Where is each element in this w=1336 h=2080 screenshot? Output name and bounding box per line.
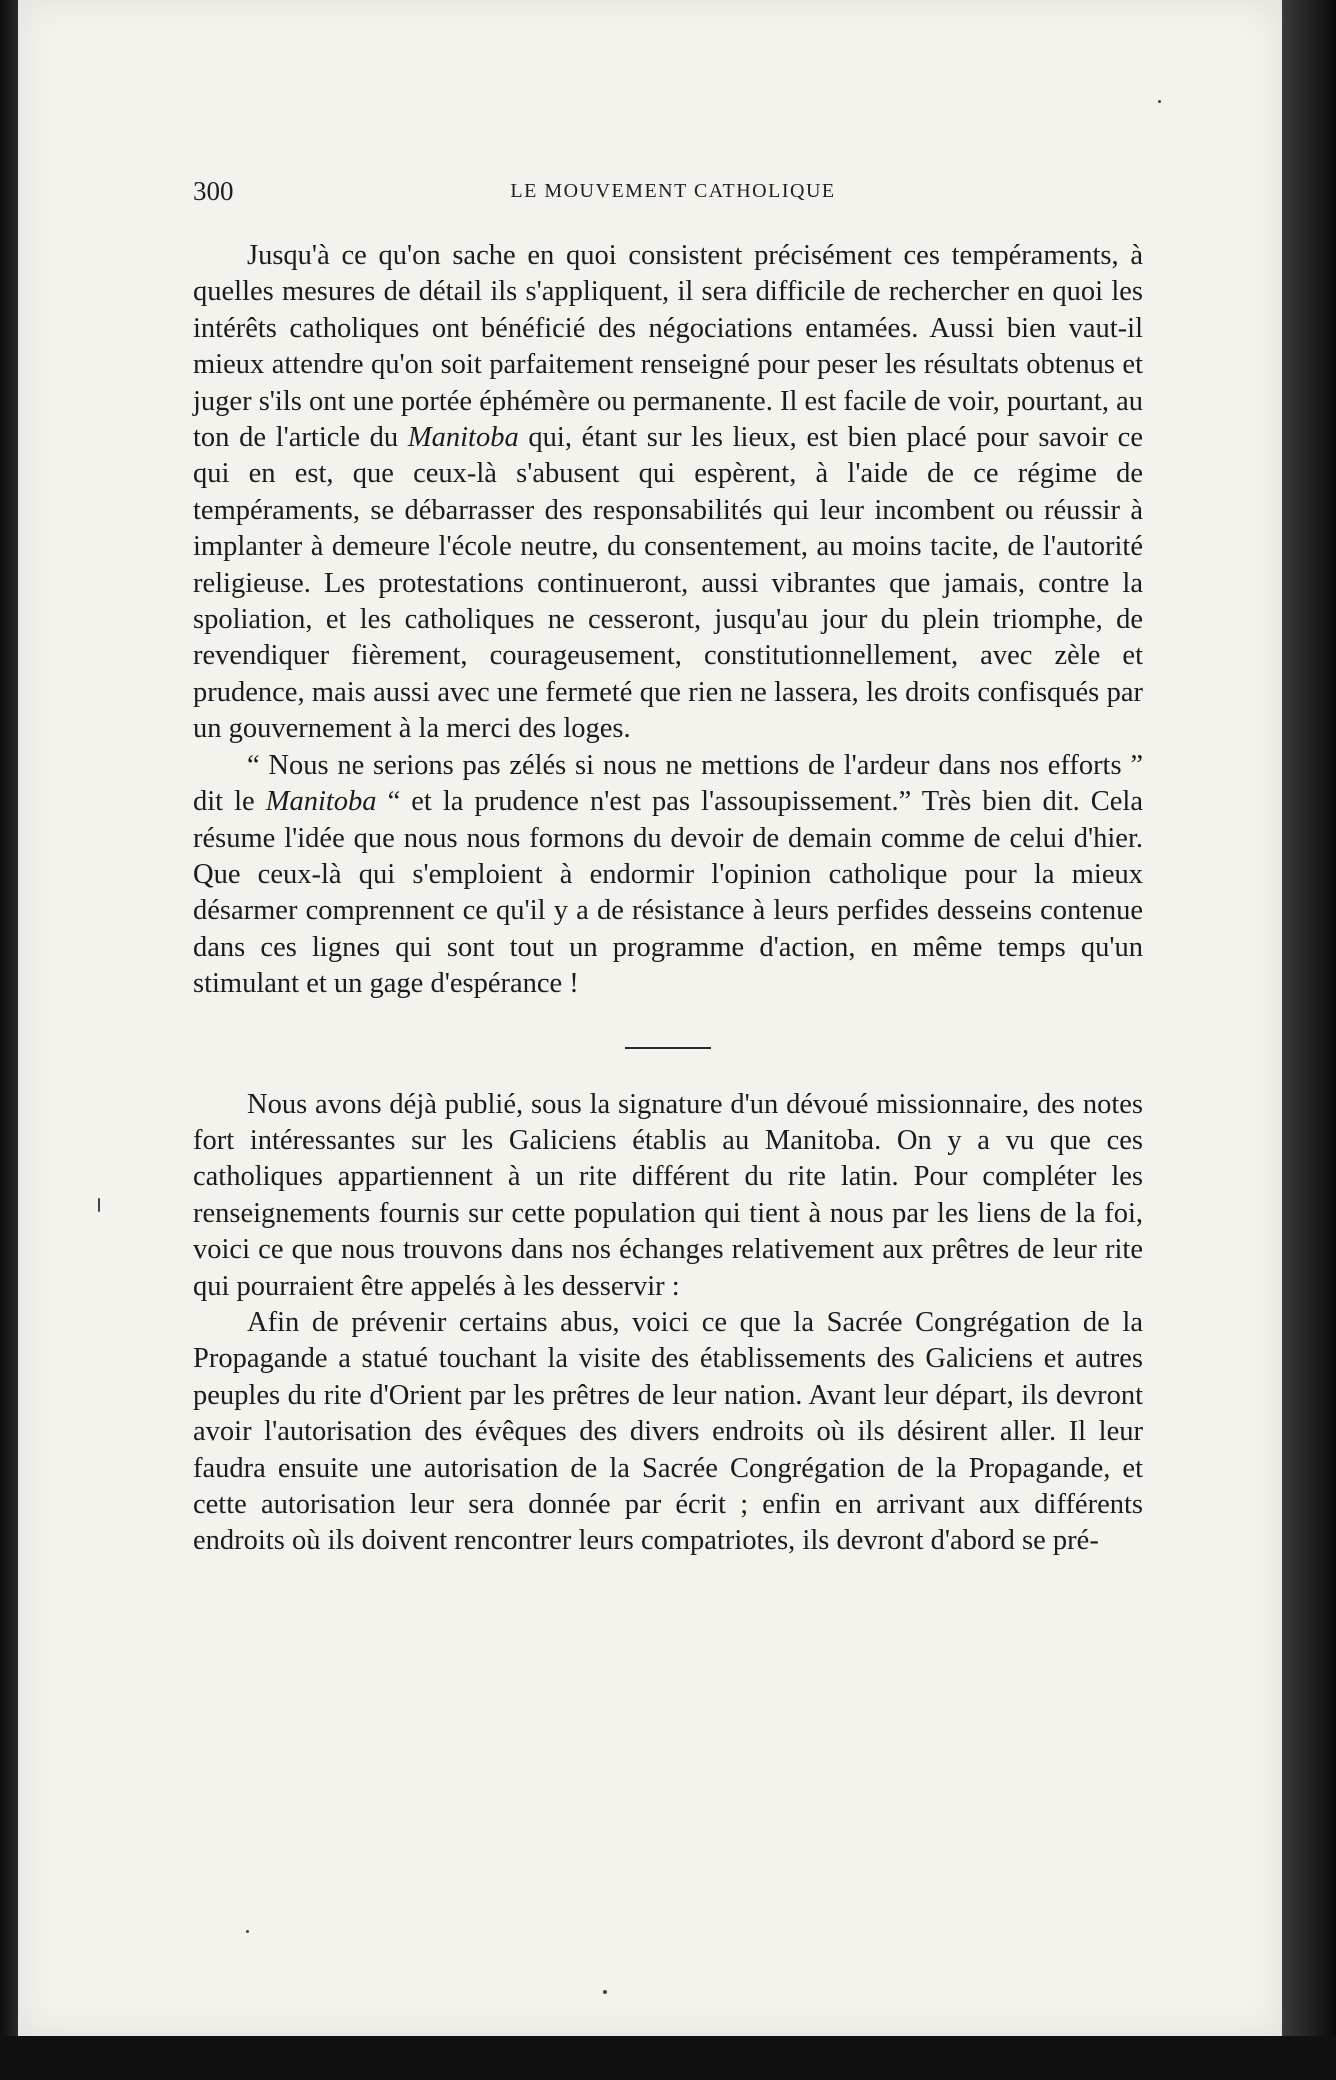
scan-speck [1158,100,1161,103]
paragraph-2-text-a: “ Nous ne serions pas zélés si nous ne mettions de l'ardeur dans nos efforts ” dit le [193,749,1143,818]
scan-border-bottom [0,2036,1336,2080]
paragraph-2 [193,748,1143,1003]
paragraph-1-italic-manitoba: Manitoba [407,422,519,454]
page-header [193,176,1153,206]
scan-speck [98,1198,100,1212]
paragraph-3-text: Nous avons déjà publié, sous la signature d'un dévoué missionnaire, des notes fort intéressantes sur les Galiciens établis au Manitoba. On y a vu que ces catholiques appartiennent à un rite différent du rite latin. Pour compléter les renseignements fournis sur cette population qui tient à nous par les liens de la foi, voici ce que nous trouvons dans nos échanges relativement aux prêtres de leur rite qui pourraient être appelés à les desservir : [193,1088,1143,1302]
paragraph-1 [193,238,1143,748]
scan-border-left [0,0,18,2080]
paragraph-2-italic-manitoba: Manitoba [265,786,377,818]
running-title: LE MOUVEMENT CATHOLIQUE [510,180,836,202]
scan-speck [246,1930,249,1933]
body-text [193,238,1143,1560]
paragraph-3 [193,1087,1143,1305]
paragraph-4 [193,1305,1143,1560]
scan-border-right [1282,0,1336,2080]
paragraph-2-text-b: “ et la prudence n'est pas l'assoupissement.” Très bien dit. Cela résume l'idée que nous nous formons du devoir de demain comme de celui d'hier. Que ceux-là qui s'emploient à endormir l'opinion catholique pour la mieux désarmer comprennent ce qu'il y a de résistance à leurs perfides desseins contenue dans ces lignes qui sont tout un programme d'action, en même temps qu'un stimulant et un gage d'espérance ! [193,786,1143,1000]
paragraph-4-text: Afin de prévenir certains abus, voici ce que la Sacrée Congrégation de la Propagande a statué touchant la visite des établissements des Galiciens et autres peuples du rite d'Orient par les prêtres de leur nation. Avant leur départ, ils devront avoir l'autorisation des évêques des divers endroits où ils désirent aller. Il leur faudra ensuite une autorisation de la Sacrée Congrégation de la Propagande, et cette autorisation leur sera donnée par écrit ; enfin en arrivant aux différents endroits où ils doivent rencontrer leurs compatriotes, ils devront d'abord se pré- [193,1306,1143,1557]
section-separator [625,1047,711,1049]
page-number: 300 [193,176,234,206]
book-page [18,0,1282,2036]
scan-speck [603,1990,607,1994]
paragraph-1-text-b: qui, étant sur les lieux, est bien placé pour savoir ce qui en est, que ceux-là s'abusent qui espèrent, à l'aide de ce régime de tempéraments, se débarrasser des responsabilités qui leur incombent ou réussir à implanter à demeure l'école neutre, du consentement, au moins tacite, de l'autorité religieuse. Les protestations continueront, aussi vibrantes que jamais, contre la spoliation, et les catholiques ne cesseront, jusqu'au jour du plein triomphe, de revendiquer fièrement, courageusement, constitutionnellement, avec zèle et prudence, mais aussi avec une fermeté que rien ne lassera, les droits confisqués par un gouvernement à la merci des loges. [193,422,1143,745]
paragraph-1-text-a: Jusqu'à ce qu'on sache en quoi consistent précisément ces tempéraments, à quelles mesures de détail ils s'appliquent, il sera difficile de rechercher en quoi les intérêts catholiques ont bénéficié des négociations entamées. Aussi bien vaut-il mieux attendre qu'on soit parfaitement renseigné pour peser les résultats obtenus et juger s'ils ont une portée éphémère ou permanente. Il est facile de voir, pourtant, au ton de l'article du [193,240,1143,454]
